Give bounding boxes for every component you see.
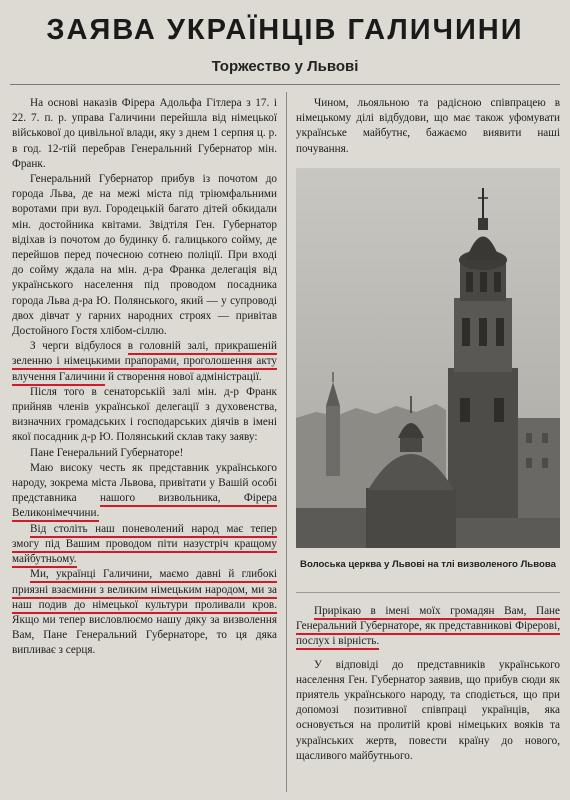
subheadline: Торжество у Львові xyxy=(211,58,359,75)
header-rule xyxy=(10,84,560,85)
paragraph: Чином, льояльною та радісною співпрацею в німецькому ділі відбудови, що має також уфомувати українське майбутнє, бажаємо виявити наші почування. xyxy=(296,97,560,155)
article-column-left xyxy=(12,96,277,659)
paragraph xyxy=(12,461,277,522)
text-span: й створення нової адміністрації. xyxy=(105,370,262,383)
paragraph: На основі наказів Фірера Адольфа Гітлера з 17. і 22. 7. п. р. управа Галичини перейшла від німецької військової до цивільної влади, яку з днем 1 серпня ц. р. в год. 12-тій перебрав Генеральний Губернатор мін. Франк. xyxy=(12,97,277,170)
underlined-text: Ми, українці Галичини, маємо давні й глибокі приязні взаємини з великим німецьким народом, ми за наш подив до німецької культури проливали кров. xyxy=(12,568,277,613)
paragraph xyxy=(12,567,277,658)
text-span: Якщо ми тепер висловлюємо нашу дяку за визволення Вам, Пане Генеральний Губернаторе, то ця дяка випливає з серця. xyxy=(12,613,277,657)
underlined-text: Від століть наш поневолений народ має тепер змогу під Вашим проводом піти назустріч кращому майбутньому. xyxy=(12,523,277,568)
paragraph: Генеральний Губернатор прибув із почотом до города Льва, де на межі міста під тріюмфальними воротами при вул. Городецькій багато дітей обкидали мін. достойника квітами. Звідтіля Ген. Губернатор відіхав із почотом до будинку б. галицького сойму, де перейшов перед почесною сотнею поліції. При вході до сойму ждала на мін. д-ра Франка делегація від українського населення під проводом посадника города Льва д-ра Ю. Полянського, який — у супроводі двох дівчат у гарних народних строях — привітав Достойного Гостя хлібом-сіллю. xyxy=(12,173,277,338)
article-column-right-lower xyxy=(296,604,560,764)
article-column-right xyxy=(296,96,560,157)
paragraph xyxy=(296,604,560,650)
paragraph xyxy=(12,339,277,385)
headline: ЗАЯВА УКРАЇНЦІВ ГАЛИЧИНИ xyxy=(46,14,524,46)
text-span: З черги відбулося xyxy=(30,340,128,353)
underlined-text: в головній залі, прикрашеній зеленню і німецькими прапорами, проголошення акту влучення Галичини xyxy=(12,340,277,385)
column-divider xyxy=(286,92,287,792)
caption-rule xyxy=(296,592,560,593)
text-span: Маю високу честь як представник українського народу, зокрема міста Львова, привітати у Вашій особі представника xyxy=(12,461,277,505)
underlined-text: нашого визвольника, Фірера Великонімеччини. xyxy=(12,492,277,522)
church-illustration xyxy=(296,168,560,548)
paragraph: Після того в сенаторській залі мін. д-р Франк прийняв членів української делегації з духовенства, визначних громадських і господарських діячів в імені якої посадник д-р Ю. Полянський склав таку заяву: xyxy=(12,385,277,444)
church-photo xyxy=(296,168,560,548)
underlined-text: Прирікаю в імені моїх громадян Вам, Пане Генеральний Губернаторе, як представникові Фірерові, послух і вірність. xyxy=(296,605,560,650)
paragraph: У відповіді до представників українського населення Ген. Губернатор заявив, що прибув сюди як приятель українського народу, та сподіється, що при допомозі позитивної співпраці українців, яка основується на пролитій крові німецьких вояків та українських жертв, повести країну до нового, щасливого майбутнього. xyxy=(296,658,560,762)
paragraph xyxy=(12,522,277,568)
photo-caption: Волоська церква у Львові на тлі визволеного Львова xyxy=(300,559,556,570)
salutation: Пане Генеральний Губернаторе! xyxy=(30,446,184,459)
